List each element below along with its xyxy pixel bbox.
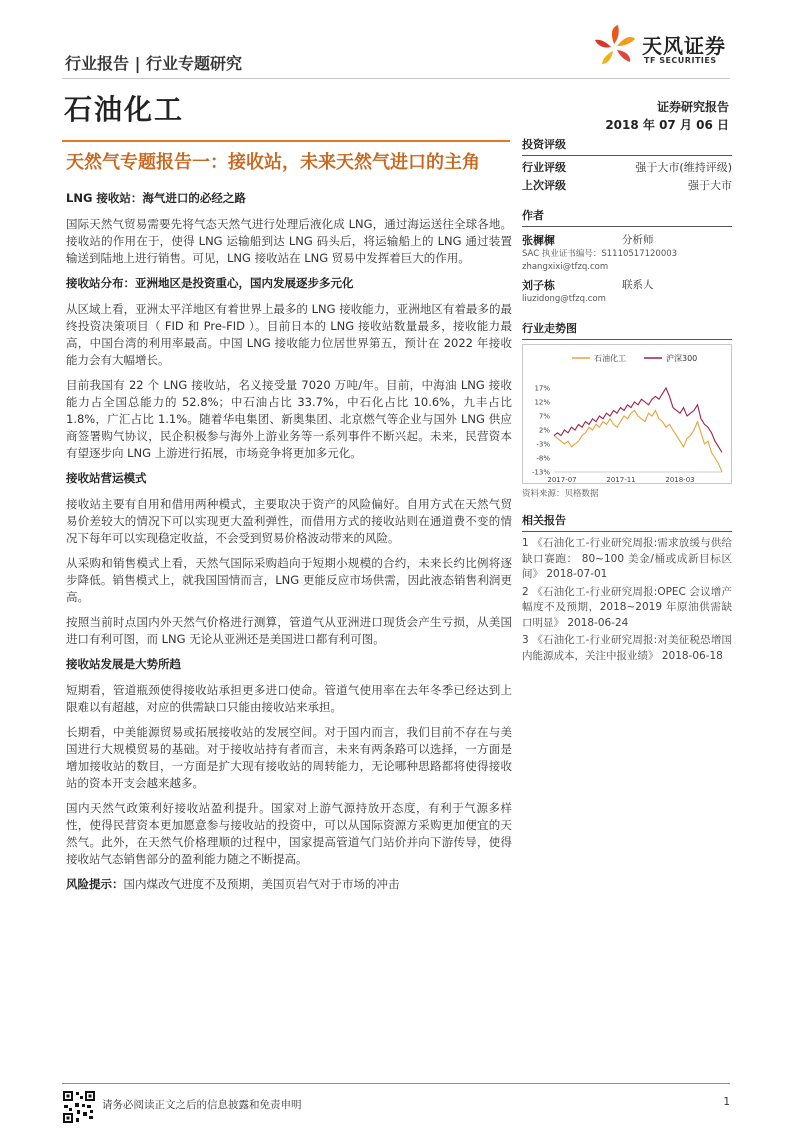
author-certificate: SAC 执业证书编号：S1110517120003 [522,249,678,259]
author-name: 刘子栋 [522,279,555,292]
y-tick-label: 2% [538,426,550,435]
main-body [66,190,512,901]
previous-rating-label: 上次评级 [522,179,566,192]
paragraph: 目前我国有 22 个 LNG 接收站，名义接受量 7020 万吨/年。目前，中海油 LNG 接收能力占全国总能力的 52.8%；中石油占比 33.7%，中石化占比 10.6%，九丰占比 1.8%，广汇占比 1.1%。随着华电集团、新奥集团、北京燃气等企业与国外 LNG 供应商签署购气协议，民企积极参与海外上游业务等一系列事件不断兴起。未来，民营资本有望逐步向 LNG 上游进行拓展，市场竞争将更加多元化。 [66,378,512,460]
paragraph: 国际天然气贸易需要先将气态天然气进行处理后液化成 LNG，通过海运送往全球各地。接收站的作用在于，使得 LNG 运输船到达 LNG 码头后，将运输船上的 LNG 通过装置输送到陆地上进行销售。可见，LNG 接收站在 LNG 贸易中发挥着巨大的作用。 [66,217,512,265]
paragraph: 从采购和销售模式上看，天然气国际采购趋向于短期小规模的合约，未来长约比例将逐步降低。销售模式上，就我国国情而言，LNG 更能反应市场供需，因此液态销售利润更高。 [66,556,512,604]
logo-chinese-text: 天风证券 [642,34,726,58]
section-heading: 接收站分布：亚洲地区是投资重心，国内发展逐步多元化 [66,276,354,290]
author-role: 分析师 [622,234,654,246]
page-number: 1 [723,1096,730,1108]
section-heading: 接收站发展是大势所趋 [66,657,181,671]
paragraph: 从区域上看，亚洲太平洋地区有着世界上最多的 LNG 接收能力，亚洲地区有着最多的最终投资决策项目（ FID 和 Pre-FID ）。目前日本的 LNG 接收站数量最多，接收能力最高，中国台湾的利用率最高。中国 LNG 接收能力位居世界第五，预计在 2022 年接收能力会有大幅增长。 [66,302,512,367]
related-heading: 相关报告 [522,512,732,532]
authors-heading: 作者 [522,207,732,227]
paragraph: 短期看，管道瓶颈使得接收站承担更多进口使命。管道气使用率在去年冬季已经达到上限难以有超越，对应的供需缺口只能由接收站来承担。 [66,683,512,714]
related-report[interactable]: 1 《石油化工-行业研究周报:需求放缓与供给缺口赛跑： 80~100 美金/桶或成新目标区间》 2018-07-01 [522,537,732,580]
rating-box [522,136,732,195]
y-tick-label: -8% [536,454,550,463]
y-tick-label: 12% [534,398,550,407]
related-box [522,512,732,666]
industry-rating-row [522,159,732,177]
report-type: 证券研究报告 [656,100,729,114]
legend-label: 石油化工 [594,354,626,363]
report-date: 2018 年 07 月 06 日 [605,118,729,132]
trend-heading: 行业走势图 [522,320,732,340]
previous-rating-row [522,177,732,195]
industry-rating-label: 行业评级 [522,161,566,174]
report-title: 天然气专题报告一：接收站，未来天然气进口的主角 [66,152,480,173]
paragraph: 按照当前时点国内外天然气价格进行测算，管道气从亚洲进口现货会产生亏损，从美国进口有利可图，而 LNG 无论从亚洲还是美国进口都有利可图。 [66,615,512,646]
report-category: 行业报告 | 行业专题研究 [65,54,242,73]
section-heading: LNG 接收站：海气进口的必经之路 [66,191,246,205]
sector-title: 石油化工 [64,93,185,126]
author-row [522,232,732,248]
related-report[interactable]: 3 《石油化工-行业研究周报:对美征税恐增国内能源成本，关注中报业绩》 2018-06-18 [522,634,732,662]
industry-rating-value: 强于大市(维持评级) [635,161,732,174]
author-email[interactable]: zhangxixi@tfzq.com [522,262,609,272]
trend-chart [522,344,732,484]
header-divider [62,78,730,79]
author-row [522,277,732,293]
qr-code-icon [62,1090,96,1124]
paragraph: 接收站主要有自用和借用两种模式，主要取决于资产的风险偏好。自用方式在天然气贸易价差较大的情况下可以实现更大盈利弹性，而借用方式的接收站则在通道费不变的情况下每年可以实现稳定收益，不会受到贸易价格波动带来的风险。 [66,497,512,545]
y-tick-label: -3% [536,440,550,449]
x-tick-label: 2018-03 [665,476,695,484]
authors-box [522,207,732,306]
related-report[interactable]: 2 《石油化工-行业研究周报:OPEC 会议增产幅度不及预期，2018~2019 年原油供需缺口明显》 2018-06-24 [522,585,732,629]
rating-heading: 投资评级 [522,136,732,156]
author-email[interactable]: liuzidong@tfzq.com [522,294,606,304]
risk-text: 国内煤改气进度不及预期，美国页岩气对于市场的冲击 [123,877,400,891]
author-role: 联系人 [622,279,654,291]
paragraph: 国内天然气政策利好接收站盈利提升。国家对上游气源持放开态度，有利于气源多样性，使得民营资本更加愿意参与接收站的投资中，可以从国际资源方采购更加便宜的天然气。此外，在天然气价格理顺的过程中，国家提高管道气门站价并向下游传导，使得接收站气态销售部分的盈利能力随之不断提高。 [66,801,512,866]
risk-warning [66,876,512,893]
trend-box [522,320,732,501]
footer-divider [62,1083,730,1084]
footer-disclaimer[interactable]: 请务必阅读正文之后的信息披露和免责申明 [102,1099,302,1111]
x-tick-label: 2017-07 [547,476,577,484]
author-name: 张樨樨 [522,234,555,247]
x-tick-label: 2017-11 [606,476,636,484]
logo-english-text: TF SECURITIES [644,56,717,65]
y-tick-label: 7% [538,412,550,421]
y-tick-label: 17% [534,384,550,393]
legend-label: 沪深300 [666,354,698,363]
paragraph: 长期看，中美能源贸易或拓展接收站的发展空间。对于国内而言，我们目前不存在与美国进行大规模贸易的基础。对于接收站持有者而言，未来有两条路可以选择，一方面是增加接收站的数目，一方面是扩大现有接收站的周转能力，无论哪种思路都将使得接收站的资本开支会越来越多。 [66,725,512,790]
chart-source: 资料来源：贝格数据 [522,489,599,499]
title-divider [62,140,510,142]
section-heading: 接收站营运模式 [66,471,147,485]
risk-label: 风险提示： [66,877,124,891]
previous-rating-value: 强于大市 [688,179,732,192]
y-tick-label: -13% [531,468,550,477]
